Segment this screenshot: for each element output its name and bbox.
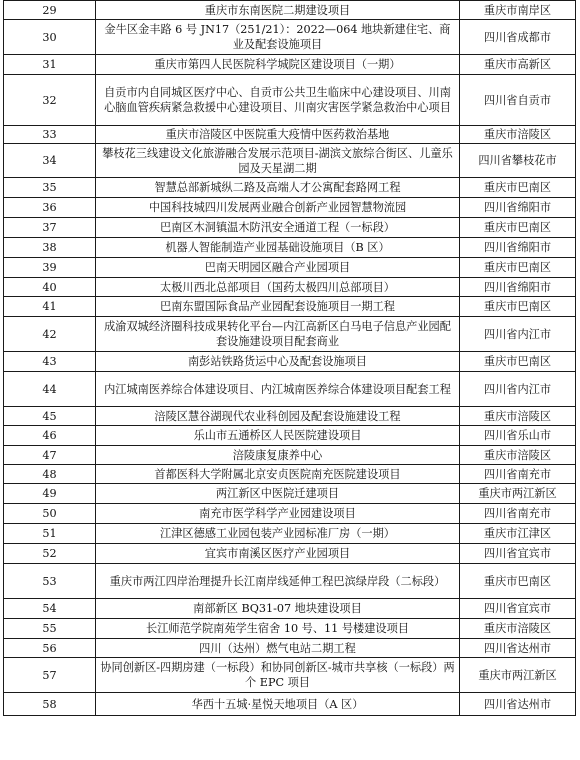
project-location: 重庆市两江新区 xyxy=(460,484,576,504)
table-row xyxy=(4,658,576,693)
table-row xyxy=(4,426,576,446)
table-row xyxy=(4,639,576,658)
project-name: 中国科技城四川发展两业融合创新产业园智慧物流园 xyxy=(96,198,460,218)
project-name: 攀枝花三线建设文化旅游融合发展示范项目-湖滨文旅综合街区、儿童乐园及天星湖二期 xyxy=(96,144,460,178)
project-location: 四川省乐山市 xyxy=(460,426,576,446)
table-row xyxy=(4,693,576,716)
project-name: 江津区德感工业园包装产业园标准厂房（一期） xyxy=(96,524,460,544)
row-number: 40 xyxy=(4,278,96,297)
table-row xyxy=(4,144,576,178)
table-row xyxy=(4,564,576,599)
row-number: 53 xyxy=(4,564,96,599)
table-row xyxy=(4,218,576,238)
project-name: 南彭站铁路货运中心及配套设施项目 xyxy=(96,352,460,372)
row-number: 58 xyxy=(4,693,96,716)
table-row xyxy=(4,1,576,20)
table-row xyxy=(4,524,576,544)
row-number: 32 xyxy=(4,75,96,126)
table-row xyxy=(4,258,576,278)
project-name: 巴南东盟国际食品产业园配套设施项目一期工程 xyxy=(96,297,460,317)
project-location: 重庆市巴南区 xyxy=(460,352,576,372)
project-name: 巴南天明园区融合产业园项目 xyxy=(96,258,460,278)
row-number: 46 xyxy=(4,426,96,446)
row-number: 57 xyxy=(4,658,96,693)
project-location: 四川省宜宾市 xyxy=(460,544,576,564)
table-row xyxy=(4,372,576,407)
table-row xyxy=(4,55,576,75)
table-row xyxy=(4,465,576,484)
row-number: 37 xyxy=(4,218,96,238)
table-row xyxy=(4,599,576,619)
project-name: 重庆市两江四岸治理提升长江南岸线延伸工程巴滨绿岸段（二标段） xyxy=(96,564,460,599)
project-name: 重庆市第四人民医院科学城院区建设项目（一期） xyxy=(96,55,460,75)
project-name: 四川（达州）燃气电站二期工程 xyxy=(96,639,460,658)
row-number: 55 xyxy=(4,619,96,639)
project-name: 长江师范学院南苑学生宿舍 10 号、11 号楼建设项目 xyxy=(96,619,460,639)
project-table xyxy=(3,0,576,716)
row-number: 36 xyxy=(4,198,96,218)
table-row xyxy=(4,544,576,564)
project-location: 重庆市涪陵区 xyxy=(460,619,576,639)
project-table-body xyxy=(4,1,576,716)
project-location: 四川省达州市 xyxy=(460,693,576,716)
project-location: 重庆市两江新区 xyxy=(460,658,576,693)
project-name: 协同创新区-四期房建（一标段）和协同创新区-城市共享核（一标段）两个 EPC 项目 xyxy=(96,658,460,693)
row-number: 30 xyxy=(4,20,96,55)
table-row xyxy=(4,20,576,55)
project-name: 机器人智能制造产业园基础设施项目（B 区） xyxy=(96,238,460,258)
project-location: 四川省攀枝花市 xyxy=(460,144,576,178)
project-name: 首都医科大学附属北京安贞医院南充医院建设项目 xyxy=(96,465,460,484)
project-name: 金牛区金丰路 6 号 JN17（251/21）：2022—064 地块新建住宅、商业及配套设施项目 xyxy=(96,20,460,55)
project-location: 重庆市巴南区 xyxy=(460,297,576,317)
project-location: 四川省绵阳市 xyxy=(460,278,576,297)
project-name: 华西十五城·星悦天地项目（A 区） xyxy=(96,693,460,716)
project-location: 四川省绵阳市 xyxy=(460,238,576,258)
row-number: 45 xyxy=(4,407,96,426)
project-location: 四川省绵阳市 xyxy=(460,198,576,218)
project-location: 重庆市巴南区 xyxy=(460,258,576,278)
project-name: 乐山市五通桥区人民医院建设项目 xyxy=(96,426,460,446)
project-location: 四川省内江市 xyxy=(460,372,576,407)
project-name: 智慧总部新城纵二路及高端人才公寓配套路网工程 xyxy=(96,178,460,198)
project-name: 涪陵康复康养中心 xyxy=(96,446,460,465)
project-location: 重庆市巴南区 xyxy=(460,564,576,599)
project-location: 四川省成都市 xyxy=(460,20,576,55)
row-number: 29 xyxy=(4,1,96,20)
project-location: 重庆市涪陵区 xyxy=(460,126,576,144)
row-number: 34 xyxy=(4,144,96,178)
row-number: 56 xyxy=(4,639,96,658)
table-row xyxy=(4,619,576,639)
row-number: 48 xyxy=(4,465,96,484)
row-number: 35 xyxy=(4,178,96,198)
project-location: 重庆市南岸区 xyxy=(460,1,576,20)
project-location: 重庆市巴南区 xyxy=(460,218,576,238)
row-number: 42 xyxy=(4,317,96,352)
project-name: 重庆市涪陵区中医院重大疫情中医药救治基地 xyxy=(96,126,460,144)
project-name: 宜宾市南溪区医疗产业园项目 xyxy=(96,544,460,564)
table-row xyxy=(4,446,576,465)
project-name: 南部新区 BQ31-07 地块建设项目 xyxy=(96,599,460,619)
row-number: 47 xyxy=(4,446,96,465)
table-row xyxy=(4,317,576,352)
project-location: 重庆市江津区 xyxy=(460,524,576,544)
project-location: 四川省南充市 xyxy=(460,504,576,524)
row-number: 33 xyxy=(4,126,96,144)
row-number: 52 xyxy=(4,544,96,564)
row-number: 50 xyxy=(4,504,96,524)
table-row xyxy=(4,75,576,126)
table-row xyxy=(4,484,576,504)
row-number: 54 xyxy=(4,599,96,619)
project-name: 南充市医学科学产业园建设项目 xyxy=(96,504,460,524)
row-number: 38 xyxy=(4,238,96,258)
project-name: 重庆市东南医院二期建设项目 xyxy=(96,1,460,20)
row-number: 49 xyxy=(4,484,96,504)
project-location: 四川省宜宾市 xyxy=(460,599,576,619)
project-location: 重庆市涪陵区 xyxy=(460,407,576,426)
project-name: 太极川西北总部项目（国药太极四川总部项目） xyxy=(96,278,460,297)
table-row xyxy=(4,238,576,258)
table-row xyxy=(4,198,576,218)
row-number: 39 xyxy=(4,258,96,278)
row-number: 43 xyxy=(4,352,96,372)
project-location: 重庆市高新区 xyxy=(460,55,576,75)
table-row xyxy=(4,278,576,297)
project-name: 两江新区中医院迁建项目 xyxy=(96,484,460,504)
table-row xyxy=(4,126,576,144)
project-name: 成渝双城经济圈科技成果转化平台—内江高新区白马电子信息产业园配套设施建设项目配套商业 xyxy=(96,317,460,352)
project-location: 四川省自贡市 xyxy=(460,75,576,126)
table-row xyxy=(4,178,576,198)
project-name: 内江城南医养综合体建设项目、内江城南医养综合体建设项目配套工程 xyxy=(96,372,460,407)
project-name: 自贡市内自同城区医疗中心、自贡市公共卫生临床中心建设项目、川南心脑血管疾病紧急救援中心建设项目、川南灾害医学紧急救治中心项目 xyxy=(96,75,460,126)
row-number: 31 xyxy=(4,55,96,75)
project-location: 四川省内江市 xyxy=(460,317,576,352)
table-row xyxy=(4,297,576,317)
project-location: 四川省南充市 xyxy=(460,465,576,484)
project-location: 重庆市涪陵区 xyxy=(460,446,576,465)
row-number: 41 xyxy=(4,297,96,317)
project-location: 四川省达州市 xyxy=(460,639,576,658)
project-location: 重庆市巴南区 xyxy=(460,178,576,198)
project-name: 巴南区木洞镇温木防汛安全通道工程（一标段） xyxy=(96,218,460,238)
table-row xyxy=(4,407,576,426)
row-number: 51 xyxy=(4,524,96,544)
table-row xyxy=(4,352,576,372)
row-number: 44 xyxy=(4,372,96,407)
table-row xyxy=(4,504,576,524)
project-name: 涪陵区慧谷湖现代农业科创园及配套设施建设工程 xyxy=(96,407,460,426)
